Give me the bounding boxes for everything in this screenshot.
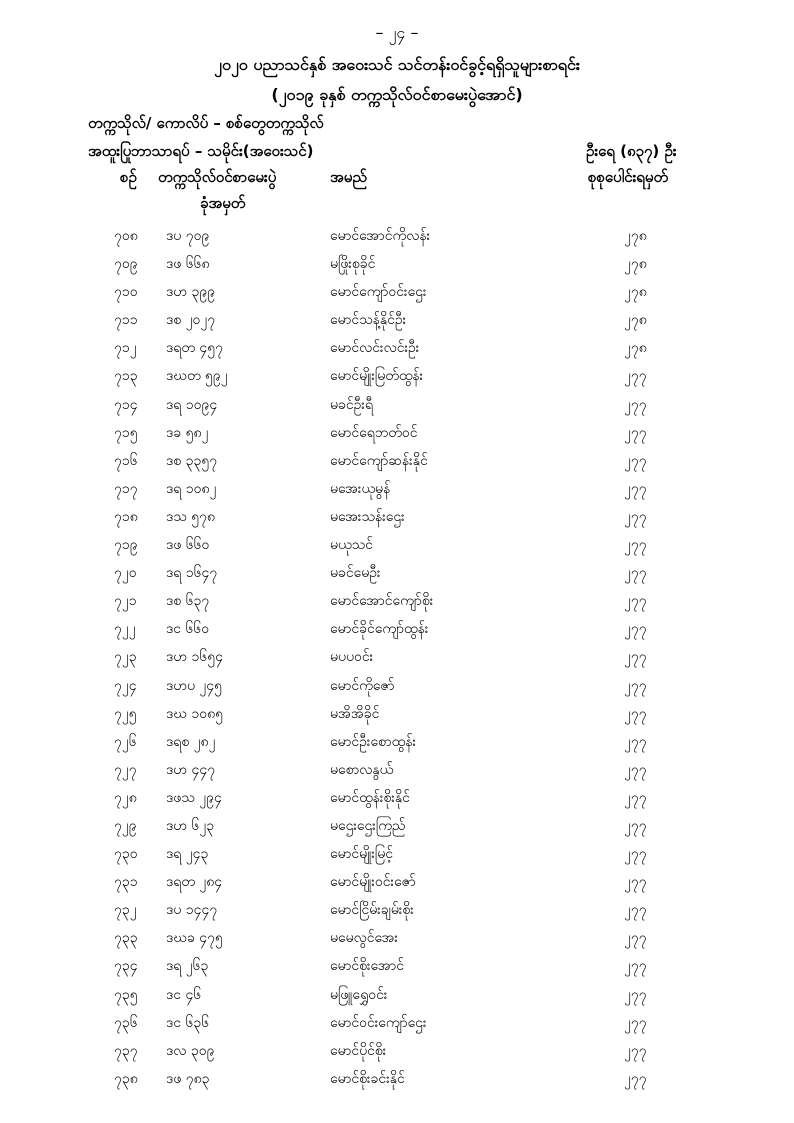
table-row — [0, 728, 794, 756]
serial-cell: ၇၁၀ — [114, 284, 138, 301]
serial-cell: ၇၂၆ — [114, 733, 137, 750]
table-row — [0, 700, 794, 728]
marks-cell: ၂၇၇ — [624, 537, 647, 554]
marks-cell: ၂၇၇ — [624, 986, 647, 1003]
table-row — [0, 784, 794, 812]
name-cell: မယုသင် — [330, 537, 373, 554]
name-cell: မောင်ခိုင်ကျော်ထွန်း — [330, 621, 429, 638]
serial-cell: ၇၁၅ — [114, 424, 138, 441]
table-row — [0, 559, 794, 587]
table-row — [0, 222, 794, 250]
table-row — [0, 812, 794, 840]
serial-cell: ၇၁၄ — [114, 396, 138, 413]
name-cell: မမေလွင်အေး — [330, 930, 398, 947]
table-row — [0, 306, 794, 334]
marks-cell: ၂၇၇ — [624, 930, 647, 947]
name-cell: မဖြိုးစုခိုင် — [330, 256, 376, 273]
marks-cell: ၂၇၈ — [624, 284, 647, 301]
roll-number-cell: ဒရ ၁၆၄၇ — [166, 565, 218, 582]
marks-cell: ၂၇၈ — [624, 256, 647, 273]
marks-cell: ၂၇၇ — [624, 396, 647, 413]
serial-cell: ၇၂၂ — [114, 621, 136, 638]
table-row — [0, 615, 794, 643]
table-row — [0, 868, 794, 896]
roll-number-cell: ဒရစ ၂၈၂ — [166, 733, 216, 750]
marks-cell: ၂၇၇ — [624, 874, 647, 891]
serial-cell: ၇၃၆ — [114, 1014, 138, 1031]
roll-number-cell: ဒဃ ၁၀၈၅ — [166, 705, 224, 722]
name-cell: မောင်ဦးစောထွန်း — [330, 733, 417, 750]
student-list — [0, 222, 794, 1093]
name-cell: မောင်အောင်ကိုလန်း — [330, 228, 431, 244]
serial-cell: ၇၁၁ — [114, 312, 138, 329]
university-label: တက္ကသိုလ်/ ကောလိပ် – စစ်တွေတက္ကသိုလ် — [88, 114, 324, 132]
table-row — [0, 981, 794, 1009]
header-total-marks: စုစုပေါင်းရမှတ် — [588, 168, 669, 186]
marks-cell: ၂၇၇ — [624, 902, 647, 919]
name-cell: မောင်စိုးအောင် — [330, 958, 404, 975]
table-row — [0, 475, 794, 503]
serial-cell: ၇၂၅ — [114, 705, 137, 722]
name-cell: မဌေးဌေးကြည် — [330, 817, 406, 834]
marks-cell: ၂၇၇ — [624, 452, 647, 469]
document-subtitle: (၂၀၁၉ ခုနှစ် တက္ကသိုလ်ဝင်စာမေးပွဲအောင်) — [271, 85, 523, 104]
name-cell: မောင်ကိုဇော် — [330, 677, 395, 694]
marks-cell: ၂၇၇ — [624, 705, 647, 722]
roll-number-cell: ဒရ ၁၀၉၄ — [166, 396, 218, 413]
roll-number-cell: ဒဟပ ၂၄၅ — [166, 677, 223, 694]
table-row — [0, 924, 794, 952]
roll-number-cell: ဒရ ၂၄၃ — [166, 846, 209, 863]
marks-cell: ၂၇၇ — [624, 733, 647, 750]
serial-cell: ၇၀၈ — [114, 228, 138, 244]
serial-cell: ၇၁၇ — [114, 480, 138, 497]
serial-cell: ၇၂၁ — [114, 593, 137, 610]
table-row — [0, 896, 794, 924]
marks-cell: ၂၇၈ — [624, 312, 647, 329]
roll-number-cell: ဒရ ၁၀၈၂ — [166, 480, 217, 497]
header-serial: စဉ် — [120, 168, 137, 186]
roll-number-cell: ဒဖ ၆၆၈ — [166, 256, 210, 273]
table-row — [0, 1037, 794, 1065]
roll-number-cell: ဒရ ၂၆၃ — [166, 958, 209, 975]
table-row — [0, 840, 794, 868]
name-cell: မောင်ပိုင်စိုး — [330, 1042, 387, 1059]
table-row — [0, 447, 794, 475]
marks-cell: ၂၇၈ — [624, 228, 647, 244]
marks-cell: ၂၇၇ — [624, 508, 647, 525]
serial-cell: ၇၃၈ — [114, 1070, 138, 1087]
serial-cell: ၇၃၀ — [114, 846, 138, 863]
roll-number-cell: ဒဖ ၇၈၃ — [166, 1070, 210, 1087]
roll-number-cell: ဒင ၆၆၀ — [166, 621, 210, 638]
table-row — [0, 362, 794, 390]
roll-number-cell: ဒစ ၂၀၂၇ — [166, 312, 216, 329]
table-row — [0, 334, 794, 362]
table-row — [0, 278, 794, 306]
name-cell: မောင်ကျော်ဆန်းနိုင် — [330, 452, 428, 469]
header-exam-roll-line2: ခုံအမှတ် — [200, 194, 246, 212]
marks-cell: ၂၇၈ — [624, 340, 647, 357]
roll-number-cell: ဒရတ ၂၈၄ — [166, 874, 223, 891]
total-count: ဦးရေ (၈၃၇) ဦး — [586, 142, 677, 160]
table-row — [0, 1009, 794, 1037]
table-row — [0, 531, 794, 559]
name-cell: မောင်လင်းလင်းဦး — [330, 340, 420, 357]
roll-number-cell: ဒဖ ၆၆၀ — [166, 537, 210, 554]
name-cell: မောင်မျိုးဝင်းဇော် — [330, 874, 416, 891]
name-cell: မခင်ဦးရီ — [330, 396, 373, 413]
header-name: အမည် — [330, 168, 367, 186]
table-row — [0, 952, 794, 980]
name-cell: မောင်ထွန်းစိုးနိုင် — [330, 789, 410, 806]
marks-cell: ၂၇၇ — [624, 480, 647, 497]
marks-cell: ၂၇၇ — [624, 1070, 647, 1087]
serial-cell: ၇၀၉ — [114, 256, 138, 273]
name-cell: မောင်ကျော်ဝင်းဌေး — [330, 284, 427, 301]
major-label: အထူးပြုဘာသာရပ် – သမိုင်း(အဝေးသင်) — [88, 142, 314, 160]
serial-cell: ၇၂၉ — [114, 817, 137, 834]
roll-number-cell: ဒဟ ၃၉၉ — [166, 284, 216, 301]
name-cell: မောင်သန့်နိုင်ဦး — [330, 312, 407, 329]
serial-cell: ၇၃၃ — [114, 930, 138, 947]
name-cell: မအေးသန်းဌေး — [330, 508, 405, 525]
roll-number-cell: ဒဟ ၆၂၃ — [166, 817, 215, 834]
table-row — [0, 672, 794, 700]
marks-cell: ၂၇၇ — [624, 593, 647, 610]
name-cell: မောင်မျိုးမြတ်ထွန်း — [330, 368, 424, 385]
table-row — [0, 756, 794, 784]
roll-number-cell: ဒစ ၃၃၅၇ — [166, 452, 218, 469]
roll-number-cell: ဒပ ၇၀၉ — [166, 228, 210, 244]
roll-number-cell: ဒဃတ ၅၉၂ — [166, 368, 228, 385]
roll-number-cell: ဒလ ၃၀၉ — [166, 1042, 215, 1059]
marks-cell: ၂၇၇ — [624, 424, 647, 441]
serial-cell: ၇၁၆ — [114, 452, 138, 469]
table-row — [0, 587, 794, 615]
name-cell: မောင်ရေဘတ်ဝင် — [330, 424, 418, 441]
roll-number-cell: ဒဃခ ၄၇၅ — [166, 930, 223, 947]
serial-cell: ၇၃၁ — [114, 874, 138, 891]
serial-cell: ၇၂၀ — [114, 565, 137, 582]
table-row — [0, 250, 794, 278]
table-row — [0, 643, 794, 671]
name-cell: မောင်ငြိမ်းချမ်းစိုး — [330, 902, 414, 919]
document-title: ၂၀၂၀ ပညာသင်နှစ် အဝေးသင် သင်တန်းဝင်ခွင့်ရရှိသူများစာရင်း — [214, 55, 580, 74]
roll-number-cell: ဒင ၄၆ — [166, 986, 202, 1003]
roll-number-cell: ဒဖသ ၂၉၄ — [166, 789, 222, 806]
roll-number-cell: ဒခ ၅၈၂ — [166, 424, 209, 441]
roll-number-cell: ဒဟ ၁၆၅၄ — [166, 649, 223, 666]
serial-cell: ၇၂၃ — [114, 649, 137, 666]
page-number: – ၂၄ – — [375, 23, 419, 42]
roll-number-cell: ဒသ ၅၇၈ — [166, 508, 216, 525]
serial-cell: ၇၂၄ — [114, 677, 137, 694]
table-row — [0, 391, 794, 419]
roll-number-cell: ဒပ ၁၄၄၇ — [166, 902, 218, 919]
serial-cell: ၇၁၈ — [114, 508, 138, 525]
marks-cell: ၂၇၇ — [624, 789, 647, 806]
name-cell: မောင်စိုးခင်းနိုင် — [330, 1070, 405, 1087]
marks-cell: ၂၇၇ — [624, 368, 647, 385]
serial-cell: ၇၂၇ — [114, 761, 137, 778]
name-cell: မောင်အောင်ကျော်စိုး — [330, 593, 434, 610]
serial-cell: ၇၃၄ — [114, 958, 138, 975]
serial-cell: ၇၂၈ — [114, 789, 137, 806]
serial-cell: ၇၁၃ — [114, 368, 138, 385]
serial-cell: ၇၃၅ — [114, 986, 138, 1003]
serial-cell: ၇၃၂ — [114, 902, 137, 919]
serial-cell: ၇၁၉ — [114, 537, 138, 554]
roll-number-cell: ဒင ၆၃၆ — [166, 1014, 210, 1031]
marks-cell: ၂၇၇ — [624, 761, 647, 778]
name-cell: မပပဝင်း — [330, 649, 374, 666]
marks-cell: ၂၇၇ — [624, 817, 647, 834]
marks-cell: ၂၇၇ — [624, 846, 647, 863]
roll-number-cell: ဒစ ၆၃၇ — [166, 593, 210, 610]
name-cell: မဖြူရွှေဝင်း — [330, 986, 388, 1003]
marks-cell: ၂၇၇ — [624, 649, 647, 666]
roll-number-cell: ဒရတ ၄၅၇ — [166, 340, 224, 357]
roll-number-cell: ဒဟ ၄၄၇ — [166, 761, 216, 778]
marks-cell: ၂၇၇ — [624, 621, 647, 638]
header-exam-roll: တက္ကသိုလ်ဝင်စာမေးပွဲ — [158, 168, 277, 186]
serial-cell: ၇၃၇ — [114, 1042, 138, 1059]
name-cell: မောင်ဝင်းကျော်ဌေး — [330, 1014, 427, 1031]
name-cell: မစောလနွယ် — [330, 761, 394, 778]
name-cell: မောင်မျိုးမြင့် — [330, 846, 394, 863]
marks-cell: ၂၇၇ — [624, 958, 647, 975]
marks-cell: ၂၇၇ — [624, 565, 647, 582]
serial-cell: ၇၁၂ — [114, 340, 137, 357]
table-row — [0, 503, 794, 531]
name-cell: မအိအိခိုင် — [330, 705, 380, 722]
name-cell: မခင်မေဦး — [330, 565, 381, 582]
table-row — [0, 419, 794, 447]
marks-cell: ၂၇၇ — [624, 1014, 647, 1031]
marks-cell: ၂၇၇ — [624, 677, 647, 694]
name-cell: မအေးယုမွန် — [330, 480, 391, 497]
marks-cell: ၂၇၇ — [624, 1042, 647, 1059]
table-row — [0, 1065, 794, 1093]
